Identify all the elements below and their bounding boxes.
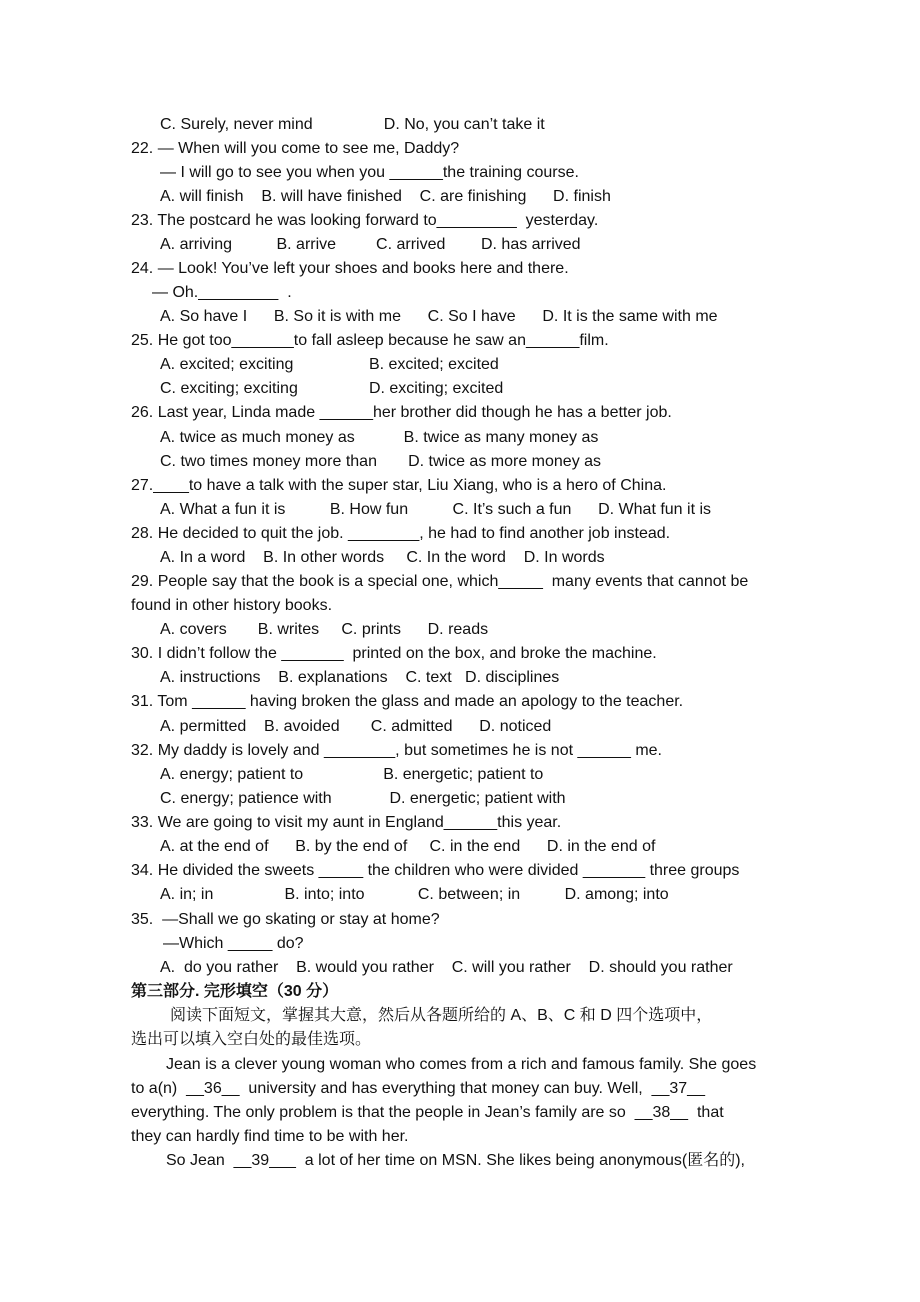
q33-question: 33. We are going to visit my aunt in England______this year. <box>131 814 562 831</box>
q25-question: 25. He got too_______to fall asleep because he saw an______film. <box>131 332 609 349</box>
section-instructions-continued: 选出可以填入空白处的最佳选项。 <box>131 1031 372 1048</box>
q34-question: 34. He divided the sweets _____ the children who were divided _______ three groups <box>131 862 740 879</box>
q24-question: 24. — Look! You’ve left your shoes and books here and there. <box>131 260 569 277</box>
q34-options: A. in; in B. into; into C. between; in D. among; into <box>160 886 669 903</box>
q22-answer-line: — I will go to see you when you ______the training course. <box>160 164 579 181</box>
q27-options: A. What a fun it is B. How fun C. It’s such a fun D. What fun it is <box>160 501 712 518</box>
q25-options-ab: A. excited; exciting B. excited; excited <box>160 356 499 373</box>
q32-question: 32. My daddy is lovely and ________, but sometimes he is not ______ me. <box>131 742 662 759</box>
q24-options: A. So have I B. So it is with me C. So I have D. It is the same with me <box>160 308 718 325</box>
q32-options-cd: C. energy; patience with D. energetic; patient with <box>160 790 566 807</box>
q29-options: A. covers B. writes C. prints D. reads <box>160 621 489 638</box>
q22-question: 22. — When will you come to see me, Daddy? <box>131 140 460 157</box>
passage-paragraph-2-line-1: So Jean __39___ a lot of her time on MSN. She likes being anonymous(匿名的), <box>166 1152 745 1169</box>
q33-options: A. at the end of B. by the end of C. in the end D. in the end of <box>160 838 656 855</box>
section-instructions: 阅读下面短文，掌握其大意，然后从各题所给的 A、B、C 和 D 四个选项中， <box>170 1007 713 1024</box>
q35-options: A. do you rather B. would you rather C. will you rather D. should you rather <box>160 959 733 976</box>
q29-question-continued: found in other history books. <box>131 597 333 614</box>
q28-question: 28. He decided to quit the job. ________, he had to find another job instead. <box>131 525 671 542</box>
section-heading: 第三部分. 完形填空（30 分） <box>131 983 339 1000</box>
q31-question: 31. Tom ______ having broken the glass and made an apology to the teacher. <box>131 693 684 710</box>
q30-question: 30. I didn’t follow the _______ printed on the box, and broke the machine. <box>131 645 657 662</box>
q32-options-ab: A. energy; patient to B. energetic; patient to <box>160 766 544 783</box>
q28-options: A. In a word B. In other words C. In the word D. In words <box>160 549 605 566</box>
passage-paragraph-1-line-4: they can hardly find time to be with her. <box>131 1128 409 1145</box>
q26-options-ab: A. twice as much money as B. twice as many money as <box>160 429 599 446</box>
q23-question: 23. The postcard he was looking forward to_________ yesterday. <box>131 212 599 229</box>
q29-question: 29. People say that the book is a special one, which_____ many events that cannot be <box>131 573 749 590</box>
q21-options-line2: C. Surely, never mind D. No, you can’t take it <box>160 116 545 133</box>
passage-paragraph-1-line-3: everything. The only problem is that the people in Jean’s family are so __38__ that <box>131 1104 724 1121</box>
q31-options: A. permitted B. avoided C. admitted D. noticed <box>160 718 552 735</box>
q27-question: 27.____to have a talk with the super star, Liu Xiang, who is a hero of China. <box>131 477 667 494</box>
q25-options-cd: C. exciting; exciting D. exciting; excited <box>160 380 504 397</box>
passage-paragraph-1-line-1: Jean is a clever young woman who comes from a rich and famous family. She goes <box>166 1056 757 1073</box>
q22-options: A. will finish B. will have finished C. are finishing D. finish <box>160 188 611 205</box>
q26-options-cd: C. two times money more than D. twice as more money as <box>160 453 602 470</box>
q35-answer-line: —Which _____ do? <box>163 935 304 952</box>
q30-options: A. instructions B. explanations C. text D. disciplines <box>160 669 560 686</box>
passage-paragraph-1-line-2: to a(n) __36__ university and has everything that money can buy. Well, __37__ <box>131 1080 705 1097</box>
q24-answer-line: — Oh._________ . <box>152 284 292 301</box>
q23-options: A. arriving B. arrive C. arrived D. has arrived <box>160 236 581 253</box>
q26-question: 26. Last year, Linda made ______her brother did though he has a better job. <box>131 404 672 421</box>
q35-question: 35. —Shall we go skating or stay at home? <box>131 911 440 928</box>
